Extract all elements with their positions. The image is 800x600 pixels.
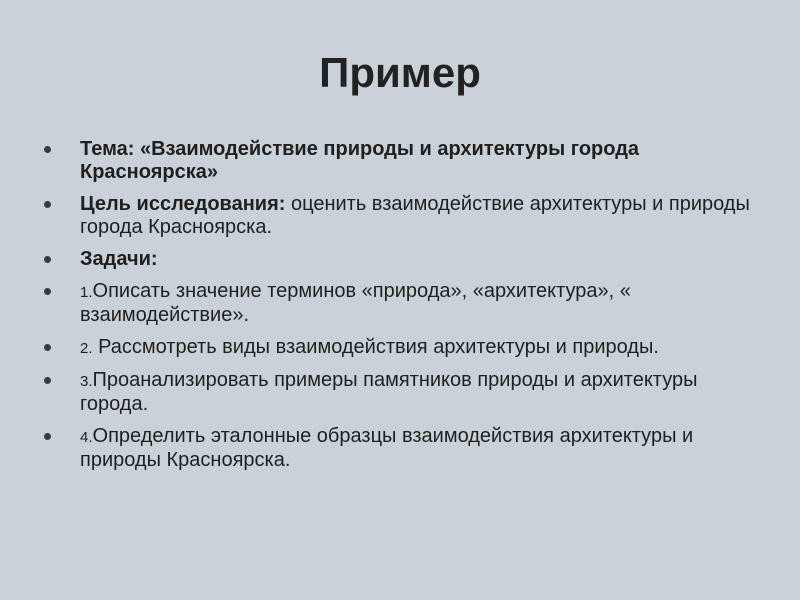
task-number: 3. [80,373,93,390]
bullet-icon [44,344,51,351]
list-item-tasks-heading [40,248,760,271]
list-item-goal [40,193,760,239]
list-item-task-4 [40,425,760,472]
list-item-task-1 [40,280,760,327]
bullet-icon [44,256,51,263]
task-text: Описать значение терминов «природа», «архитектура», « взаимодействие». [80,280,631,326]
goal-label: Цель исследования: [80,193,291,215]
goal-text: оценить взаимодействие архитектуры и природы города Красноярска. [80,193,750,238]
bullet-icon [44,146,51,153]
task-number: 2. [80,340,93,357]
bullet-icon [44,433,51,440]
task-text: Рассмотреть виды взаимодействия архитектуры и природы. [92,336,659,358]
topic-text: «Взаимодействие природы и архитектуры города Красноярска» [80,138,640,183]
task-text: Проанализировать примеры памятников природы и архитектуры города. [80,369,698,415]
list-item-topic [40,138,760,184]
bullet-list [40,138,760,481]
topic-label: Тема: [80,138,140,160]
task-text: Определить эталонные образцы взаимодействия архитектуры и природы Красноярска. [80,425,694,471]
task-number: 1. [80,284,93,301]
list-item-task-3 [40,369,760,416]
bullet-icon [44,377,51,384]
tasks-label: Задачи: [80,248,158,270]
slide-title: Пример [319,49,481,96]
task-number: 4. [80,429,93,446]
bullet-icon [44,201,51,208]
list-item-task-2 [40,336,760,360]
bullet-icon [44,288,51,295]
